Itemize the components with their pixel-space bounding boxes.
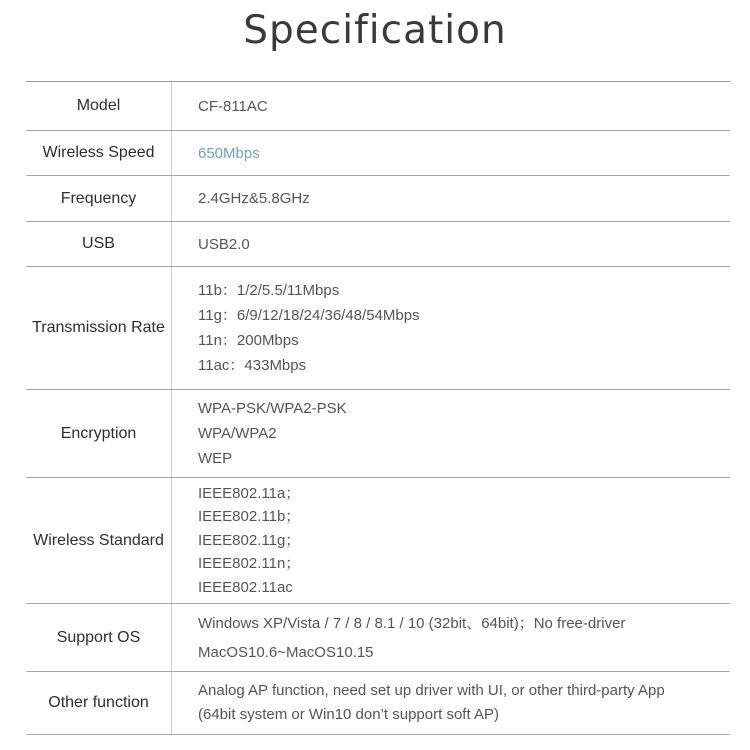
- spec-value: [172, 604, 730, 671]
- spec-label: Wireless Standard: [26, 478, 172, 603]
- page-title: Specification: [243, 8, 507, 53]
- spec-row-transmission-rate: [26, 267, 730, 390]
- spec-value-line: WPA-PSK/WPA2-PSK: [198, 400, 347, 417]
- spec-label: Model: [26, 82, 172, 130]
- spec-value: [172, 131, 730, 175]
- spec-value-line: Analog AP function, need set up driver with UI, or other third-party App: [198, 682, 665, 699]
- spec-label: Frequency: [26, 176, 172, 221]
- spec-value-line: 11g：6/9/12/18/24/36/48/54Mbps: [198, 307, 420, 324]
- spec-value-line: 11ac：433Mbps: [198, 357, 307, 374]
- spec-value-line: 11b：1/2/5.5/11Mbps: [198, 282, 340, 299]
- spec-value: [172, 390, 730, 477]
- spec-label: Encryption: [26, 390, 172, 477]
- spec-value-line: IEEE802.11b；: [198, 508, 301, 526]
- spec-value-line: Windows XP/Vista / 7 / 8 / 8.1 / 10 (32bit、64bit)；No free-driver: [198, 614, 626, 632]
- spec-row-other-function: [26, 672, 730, 735]
- spec-value: [172, 176, 730, 221]
- spec-value-line: 11n：200Mbps: [198, 332, 299, 349]
- spec-row-wireless-speed: [26, 131, 730, 176]
- spec-value-line: CF-811AC: [198, 97, 268, 115]
- spec-label: Wireless Speed: [26, 131, 172, 175]
- spec-row-wireless-standard: [26, 478, 730, 604]
- spec-label: Support OS: [26, 604, 172, 671]
- spec-value: [172, 82, 730, 130]
- spec-row-encryption: [26, 390, 730, 478]
- spec-value-line: 2.4GHz&5.8GHz: [198, 190, 310, 207]
- spec-value-line: USB2.0: [198, 235, 250, 253]
- spec-value: [172, 672, 730, 734]
- spec-label: USB: [26, 222, 172, 266]
- spec-row-frequency: [26, 176, 730, 222]
- spec-value-line: MacOS10.6~MacOS10.15: [198, 643, 374, 661]
- spec-value-line: IEEE802.11n；: [198, 555, 301, 573]
- spec-row-usb: [26, 222, 730, 267]
- spec-value-line: IEEE802.11g；: [198, 531, 301, 549]
- spec-label: Other function: [26, 672, 172, 734]
- spec-label: Transmission Rate: [26, 267, 172, 389]
- spec-value-line: WEP: [198, 450, 233, 467]
- spec-value-line: WPA/WPA2: [198, 425, 277, 442]
- spec-table: [26, 81, 730, 735]
- spec-value-line: 650Mbps: [198, 144, 260, 162]
- spec-value-line: IEEE802.11ac: [198, 578, 293, 596]
- spec-value: [172, 267, 730, 389]
- spec-value-line: IEEE802.11a；: [198, 484, 301, 502]
- spec-row-support-os: [26, 604, 730, 672]
- spec-value: [172, 478, 730, 603]
- spec-row-model: [26, 82, 730, 131]
- spec-value-line: (64bit system or Win10 don’t support soft AP): [198, 706, 499, 723]
- spec-value: [172, 222, 730, 266]
